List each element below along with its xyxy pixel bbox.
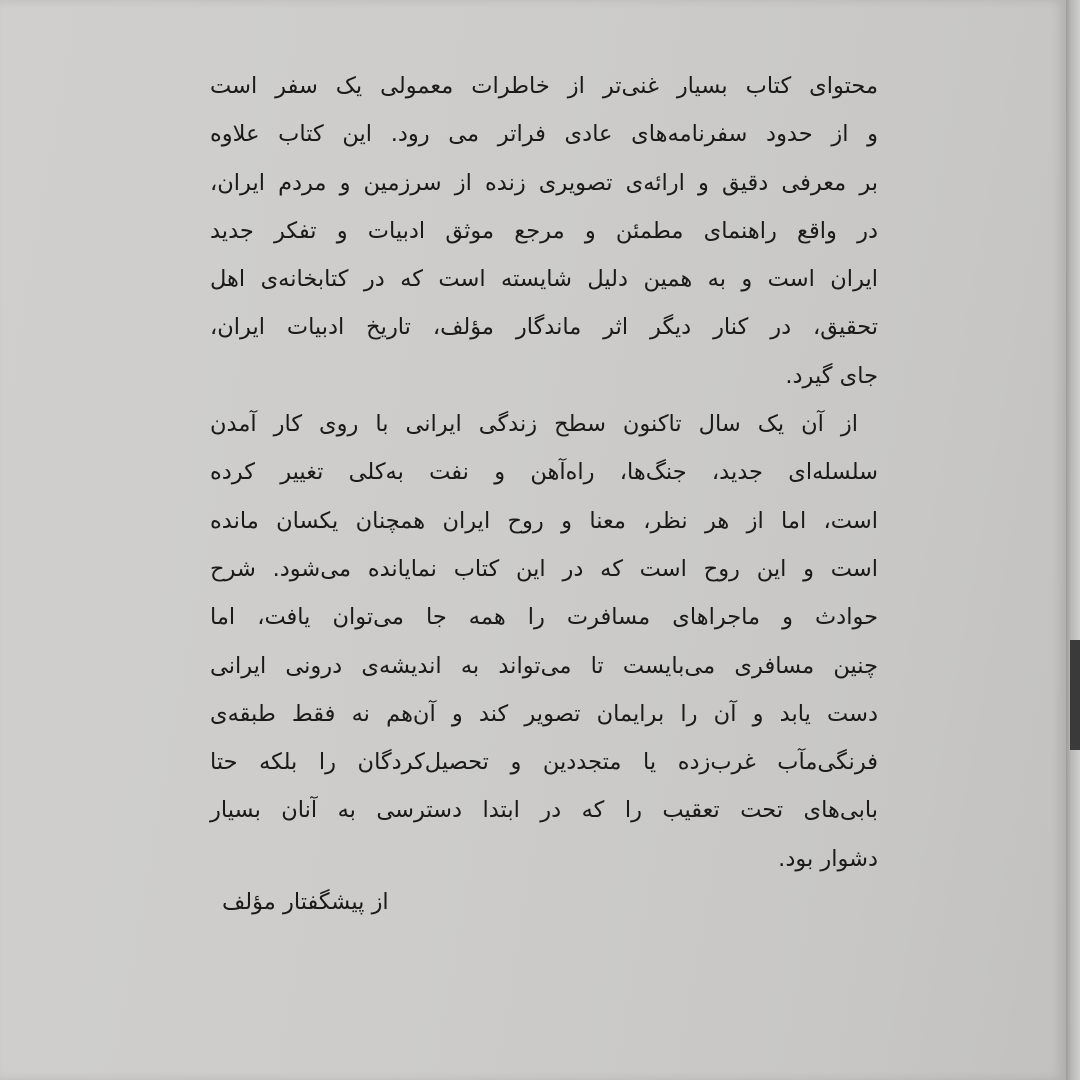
attribution: از پیشگفتار مؤلف [222,889,389,915]
text-line: است و این روح است که در این کتاب نمایانده می‌شود. شرح [210,555,878,582]
text-line: محتوای کتاب بسیار غنی‌تر از خاطرات معمولی یک سفر است [210,73,878,99]
text-line: تحقیق، در کنار دیگر اثر ماندگار مؤلف، تاریخ ادبیات ایران، [210,314,878,341]
text-line: در واقع راهنمای مطمئن و مرجع موثق ادبیات و تفکر جدید [210,217,878,244]
page-edge-shadow [1070,640,1080,750]
text-line: بر معرفی دقیق و ارائه‌ی تصویری زنده از سرزمین و مردم ایران، [210,169,878,196]
text-line: ایران است و به همین دلیل شایسته است که در کتابخانه‌ی اهل [210,266,878,293]
text-line: دشوار بود. [778,845,878,872]
text-line: فرنگی‌مآب غرب‌زده یا متجددین و تحصیل‌کردگان را بلکه حتا [210,749,878,776]
text-line: بابی‌های تحت تعقیب را که در ابتدا دسترسی به آنان بسیار [210,797,878,824]
page-edge [1066,0,1080,1080]
text-line: سلسله‌ای جدید، جنگ‌ها، راه‌آهن و نفت به‌کلی تغییر کرده [210,459,878,486]
text-line: چنین مسافری می‌بایست تا می‌تواند به اندیشه‌ی درونی ایرانی [210,652,878,679]
text-line: جای گیرد. [785,362,878,389]
text-line: دست یابد و آن را برایمان تصویر کند و آن‌هم نه فقط طبقه‌ی [210,700,878,727]
book-text [210,62,878,883]
text-line: است، اما از هر نظر، معنا و روح ایران همچنان یکسان مانده [210,507,878,534]
text-line: و از حدود سفرنامه‌های عادی فراتر می رود. این کتاب علاوه [210,121,878,148]
text-line: حوادث و ماجراهای مسافرت را همه جا می‌توان یافت، اما [210,604,878,631]
text-line: از آن یک سال تاکنون سطح زندگی ایرانی با روی کار آمدن [210,411,858,438]
